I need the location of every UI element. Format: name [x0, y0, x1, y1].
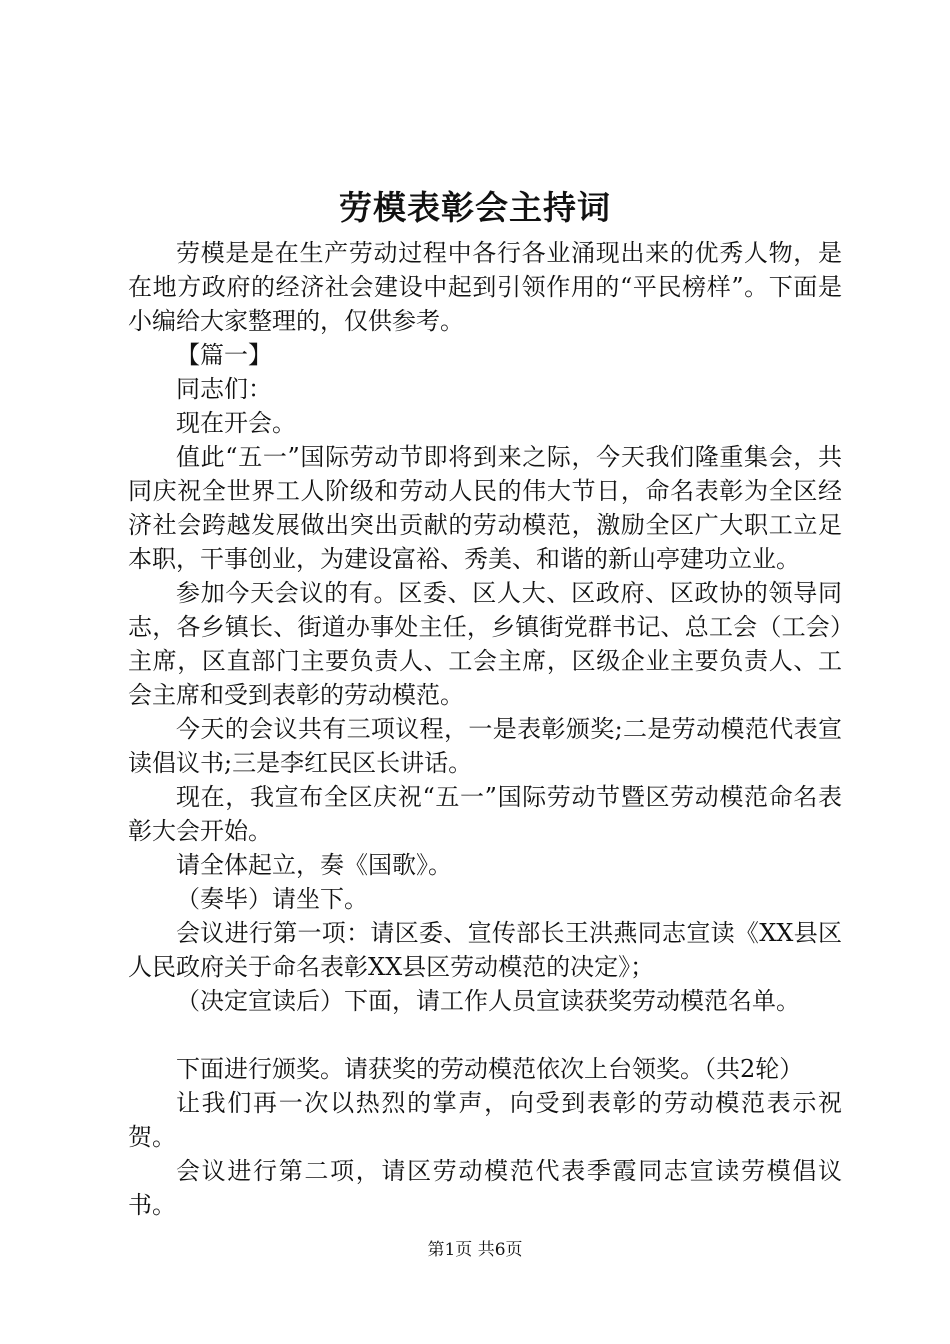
paragraph-opening: 现在开会。	[176, 409, 296, 437]
paragraph-section-heading: 【篇一】	[176, 341, 272, 369]
paragraph-attendees: 参加今天会议的有。区委、区人大、区政府、区政协的领导同志，各乡镇长、街道办事处主任，乡镇街党群书记、总工会（工会）主席，区直部门主要负责人、工会主席，区级企业主要负责人、工会主席和受到表彰的劳动模范。	[128, 579, 842, 709]
paragraph-awards: 下面进行颁奖。请获奖的劳动模范依次上台领奖。（共2轮）	[176, 1055, 804, 1083]
paragraph-item-one: 会议进行第一项：请区委、宣传部长王洪燕同志宣读《XX县区人民政府关于命名表彰XX县区劳动模范的决定》；	[128, 919, 842, 981]
paragraph-intro: 劳模是是在生产劳动过程中各行各业涌现出来的优秀人物，是在地方政府的经济社会建设中起到引领作用的“平民榜样”。下面是小编给大家整理的，仅供参考。	[128, 239, 842, 335]
paragraph-agenda: 今天的会议共有三项议程，一是表彰颁奖;二是劳动模范代表宣读倡议书;三是李红民区长讲话。	[128, 715, 842, 777]
paragraph-announcement: 现在，我宣布全区庆祝“五一”国际劳动节暨区劳动模范命名表彰大会开始。	[128, 783, 842, 845]
paragraph-item-two: 会议进行第二项，请区劳动模范代表季霞同志宣读劳模倡议书。	[128, 1157, 842, 1219]
paragraph-greeting: 同志们：	[176, 375, 272, 403]
paragraph-anthem: 请全体起立，奏《国歌》。	[176, 851, 452, 879]
paragraph-be-seated: （奏毕）请坐下。	[176, 885, 368, 913]
page-footer: 第1页 共6页	[427, 1240, 523, 1260]
paragraph-occasion: 值此“五一”国际劳动节即将到来之际，今天我们隆重集会，共同庆祝全世界工人阶级和劳动人民的伟大节日，命名表彰为全区经济社会跨越发展做出突出贡献的劳动模范，激励全区广大职工立足本职，干事创业，为建设富裕、秀美、和谐的新山亭建功立业。	[128, 443, 842, 573]
document-body	[128, 236, 842, 1222]
paragraph-name-list: （决定宣读后）下面，请工作人员宣读获奖劳动模范名单。	[176, 987, 800, 1015]
paragraph-applause: 让我们再一次以热烈的掌声，向受到表彰的劳动模范表示祝贺。	[128, 1089, 842, 1151]
document-title: 劳模表彰会主持词	[339, 188, 611, 227]
